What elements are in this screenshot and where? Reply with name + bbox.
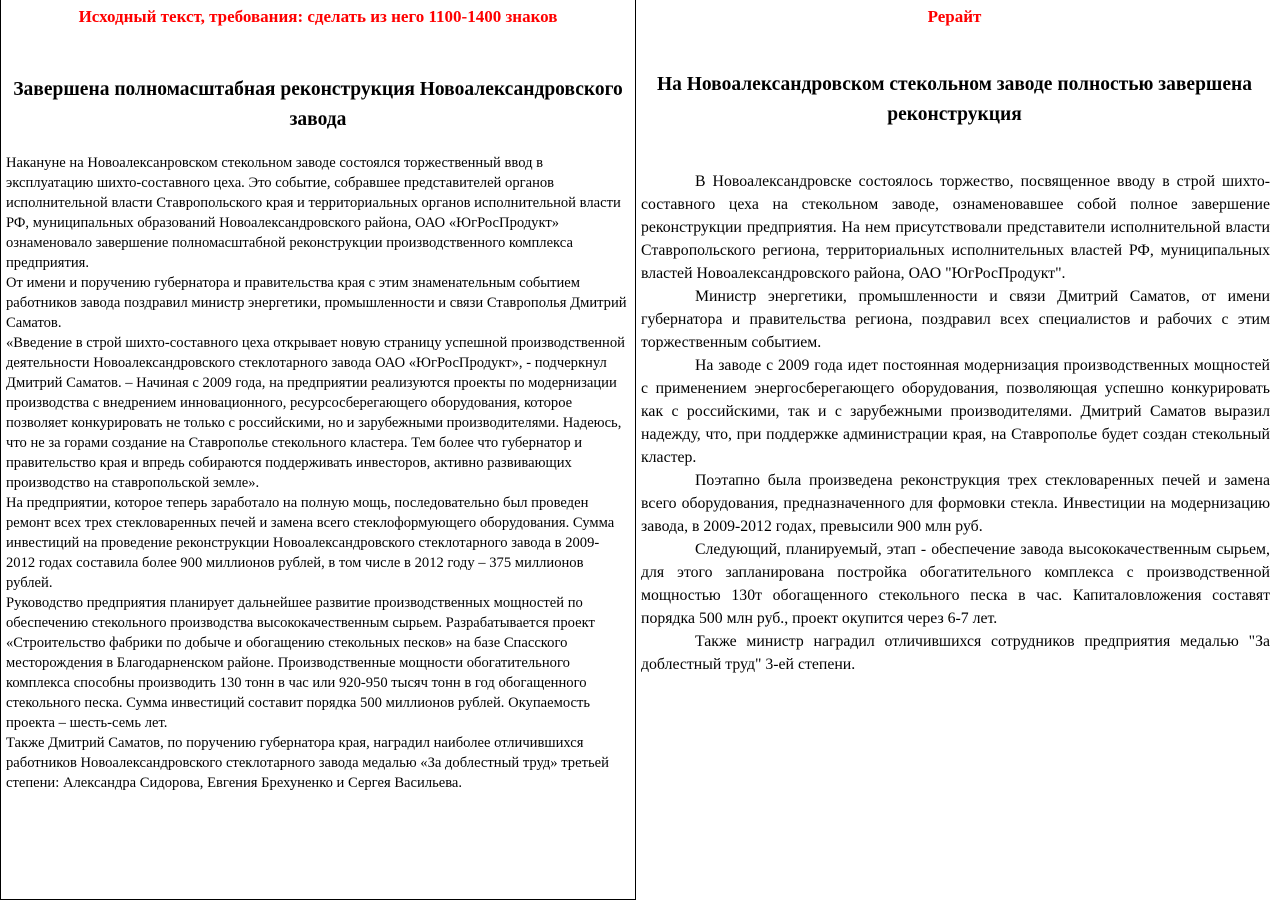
original-body bbox=[6, 153, 628, 793]
original-paragraph: От имени и поручению губернатора и правительства края с этим знаменательным событием работников завода поздравил министр энергетики, промышленности и связи Ставрополья Дмитрий Саматов. bbox=[6, 275, 627, 331]
rewrite-paragraph: Министр энергетики, промышленности и связи Дмитрий Саматов, от имени губернатора и правительства региона, поздравил всех специалистов и рабочих с этим торжественным событием. bbox=[641, 288, 1270, 351]
rewrite-body bbox=[641, 170, 1270, 676]
rewrite-column bbox=[636, 0, 1273, 900]
original-paragraph: «Введение в строй шихто-составного цеха открывает новую страницу успешной производственной деятельности Новоалександровского стеклотарного завода ОАО «ЮгРосПродукт», - подчеркнул Дмитрий Саматов. – Начиная с 2009 года, на предприятии реализуются проекты по модернизации производства с внедрением инновационного, ресурсосберегающего оборудования, которое позволяет конкурировать не только с российскими, но и зарубежными производителями. Надеюсь, что не за горами создание на Ставрополье стекольного кластера. Тем более что губернатор и правительство края и впредь собираются поддерживать инвесторов, активно развивающих производство на ставропольской земле». bbox=[6, 335, 625, 491]
rewrite-paragraph: Также министр наградил отличившихся сотрудников предприятия медалью "За доблестный труд" 3-ей степени. bbox=[641, 633, 1270, 673]
rewrite-paragraph: В Новоалександровске состоялось торжество, посвященное вводу в строй шихто-составного цеха на стекольном заводе, ознаменовавшее собой полное завершение реконструкции предприятия. На нем присутствовали представители исполнительной власти Ставропольского региона, территориальных исполнительных властей РФ, муниципальных властей Новоалександровского района, ОАО "ЮгРосПродукт". bbox=[641, 173, 1270, 282]
rewrite-paragraph: На заводе с 2009 года идет постоянная модернизация производственных мощностей с применением энергосберегающего оборудования, позволяющая успешно конкурировать как с российскими, так и с зарубежными производителями. Дмитрий Саматов выразил надежду, что, при поддержке администрации края, на Ставрополье будет создан стекольный кластер. bbox=[641, 357, 1270, 466]
original-paragraph: Руководство предприятия планирует дальнейшее развитие производственных мощностей по обеспечению стекольного производства высококачественным сырьем. Разрабатывается проект «Строительство фабрики по добыче и обогащению стекольных песков» на базе Спасского месторождения в Благодарненском районе. Производственные мощности обогатительного комплекса способны производить 130 тонн в час или 920-950 тысяч тонн в год обогащенного стекольного песка. Сумма инвестиций составит порядка 500 миллионов рублей. Окупаемость проекта – шесть-семь лет. bbox=[6, 595, 595, 731]
rewrite-paragraph: Поэтапно была произведена реконструкция трех стекловаренных печей и замена всего оборудования, предназначенного для формовки стекла. Инвестиции на модернизацию завода, в 2009-2012 годах, превысили 900 млн руб. bbox=[641, 472, 1270, 535]
original-paragraph: Накануне на Новоалексанровском стекольном заводе состоялся торжественный ввод в эксплуатацию шихто-составного цеха. Это событие, собравшее представителей органов исполнительной власти Ставропольского края и территориальных органов исполнительной власти РФ, муниципальных образований Новоалександровского района, ОАО «ЮгРосПродукт» ознаменовало завершение полномасштабной реконструкции производственного комплекса предприятия. bbox=[6, 155, 621, 271]
rewrite-column-header: Рерайт bbox=[927, 7, 982, 26]
rewrite-title: На Новоалександровском стекольном заводе полностью завершена реконструкция bbox=[656, 74, 1253, 125]
original-paragraph: Также Дмитрий Саматов, по поручению губернатора края, наградил наиболее отличившихся работников Новоалександровского стеклотарного завода медалью «За доблестный труд» третьей степени: Александра Сидорова, Евгения Брехуненко и Сергея Васильева. bbox=[6, 735, 609, 791]
original-paragraph: На предприятии, которое теперь заработало на полную мощь, последовательно был проведен ремонт всех трех стекловаренных печей и замена всего стеклоформующего оборудования. Сумма инвестиций на проведение реконструкции Новоалександровского стеклотарного завода в 2009-2012 годах составила более 900 миллионов рублей, в том числе в 2012 году – 375 миллионов рублей. bbox=[6, 495, 615, 591]
original-column-header: Исходный текст, требования: сделать из него 1100-1400 знаков bbox=[78, 7, 558, 26]
original-text-column bbox=[0, 0, 636, 900]
original-title: Завершена полномасштабная реконструкция Новоалександровского завода bbox=[13, 79, 623, 130]
rewrite-paragraph: Следующий, планируемый, этап - обеспечение завода высококачественным сырьем, для этого запланирована постройка обогатительного комплекса с производственной мощностью 130т обогащенного стекольного песка в час. Капиталовложения составят порядка 500 млн руб., проект окупится через 6-7 лет. bbox=[641, 541, 1270, 627]
